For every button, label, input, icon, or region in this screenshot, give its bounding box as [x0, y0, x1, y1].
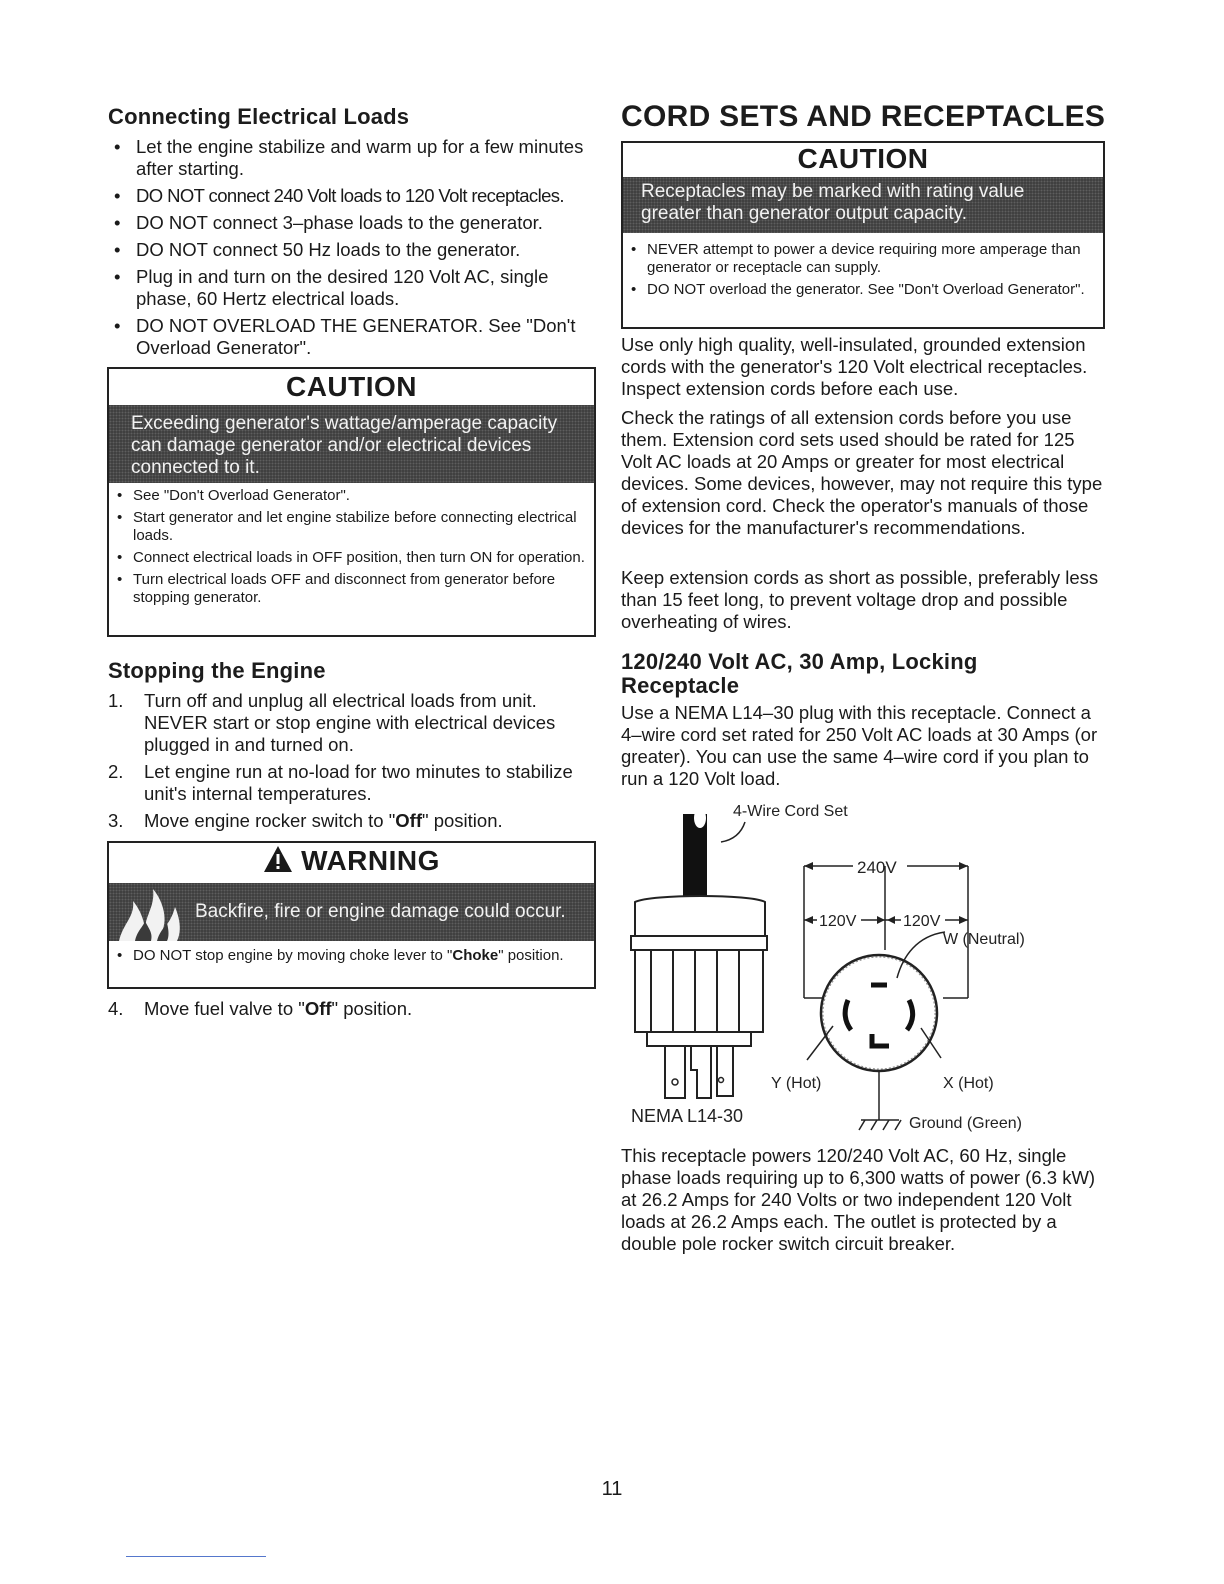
caution-title: CAUTION	[285, 371, 418, 402]
locking-receptacle-heading: 120/240 Volt AC, 30 Amp, Locking Receptacle	[621, 649, 978, 698]
warning-title: WARNING	[109, 843, 594, 883]
connecting-loads-heading: Connecting Electrical Loads	[108, 104, 410, 129]
warning-triangle-icon	[263, 845, 293, 873]
list-item: • Plug in and turn on the desired 120 Volt AC, single phase, 60 Hertz electrical loads.	[114, 266, 549, 309]
voltage-120-label: 120V	[903, 913, 941, 930]
caution-list	[109, 483, 594, 615]
cord-set-label: 4-Wire Cord Set	[733, 803, 848, 820]
voltage-120-label: 120V	[819, 913, 857, 930]
bullet-icon: •	[114, 315, 121, 336]
list-item: • Let the engine stabilize and warm up for a few minutes after starting.	[114, 136, 584, 179]
bullet-icon: •	[114, 239, 121, 260]
paragraph: Check the ratings of all extension cords before you use them. Extension cord sets used should be rated for 125 Volt AC loads at 20 Amps or greater for most electrical devices. Some devices, however, may not require this type of extension cord. Check the operator's manuals of those devices for the manufacturer's recommendations.	[621, 407, 1103, 538]
nema-l14-30-diagram	[621, 790, 1108, 1138]
caution-banner: Exceeding generator's wattage/amperage capacity can damage generator and/or electrical devices connected to it.	[109, 405, 594, 483]
list-item: • DO NOT overload the generator. See "Don't Overload Generator".	[631, 281, 1085, 298]
warning-box	[107, 841, 596, 989]
list-item: 2. Let engine run at no-load for two minutes to stabilize unit's internal temperatures.	[108, 761, 573, 804]
list-item: • DO NOT OVERLOAD THE GENERATOR. See "Don't Overload Generator".	[114, 315, 576, 358]
list-item: • Turn electrical loads OFF and disconnect from generator before stopping generator.	[117, 571, 556, 606]
bullet-icon: •	[114, 212, 121, 233]
list-item: • See "Don't Overload Generator".	[117, 487, 350, 504]
warning-banner: Backfire, fire or engine damage could occur.	[109, 883, 594, 941]
bullet-icon: •	[114, 266, 121, 287]
paragraph: This receptacle powers 120/240 Volt AC, 60 Hz, single phase loads requiring up to 6,300 watts of power (6.3 kW) at 26.2 Amps for 240 Volts or two independent 120 Volt loads at 26.2 Amps each. The outlet is protected by a double pole rocker switch circuit breaker.	[621, 1145, 1096, 1254]
list-item: • Connect electrical loads in OFF position, then turn ON for operation.	[117, 549, 585, 566]
page-number: 11	[601, 1478, 623, 1500]
connecting-loads-list	[108, 136, 596, 364]
stopping-step-4	[108, 998, 596, 1025]
caution-box-loads	[107, 367, 596, 637]
list-item: 3. Move engine rocker switch to "Off" position.	[108, 810, 503, 831]
list-item: • DO NOT connect 3–phase loads to the generator.	[114, 212, 543, 233]
bullet-icon: •	[114, 136, 121, 157]
paragraph: Use only high quality, well-insulated, grounded extension cords with the generator's 120 Volt electrical receptacles. Inspect extension cords before each use.	[621, 334, 1088, 399]
list-item: 4. Move fuel valve to "Off" position.	[108, 998, 413, 1019]
nema-label: NEMA L14-30	[631, 1106, 744, 1126]
caution-banner: Receptacles may be marked with rating value greater than generator output capacity.	[623, 177, 1103, 233]
bullet-icon: •	[114, 185, 120, 206]
caution-box-receptacles	[621, 141, 1105, 329]
stopping-engine-heading: Stopping the Engine	[108, 658, 326, 683]
plug-icon	[631, 896, 767, 1098]
list-item: 1. Turn off and unplug all electrical loads from unit. NEVER start or stop engine with electrical devices plugged in and turned on.	[108, 690, 556, 755]
voltage-240-label: 240V	[857, 858, 897, 877]
list-item: • DO NOT connect 50 Hz loads to the generator.	[114, 239, 521, 260]
caution-title: CAUTION	[797, 143, 929, 174]
list-item: • Start generator and let engine stabilize before connecting electrical loads.	[117, 509, 577, 544]
ground-icon	[859, 1120, 901, 1130]
ground-label: Ground (Green)	[909, 1115, 1022, 1132]
y-hot-label: Y (Hot)	[771, 1075, 822, 1092]
caution-list	[623, 233, 1103, 307]
list-item: • DO NOT connect 240 Volt loads to 120 Volt receptacles.	[114, 185, 564, 206]
cord-icon	[683, 814, 707, 906]
cord-sets-heading: CORD SETS AND RECEPTACLES	[621, 100, 1106, 133]
stopping-steps-list	[108, 690, 596, 837]
neutral-label: W (Neutral)	[943, 931, 1025, 948]
receptacle-icon	[821, 955, 937, 1071]
paragraph: Use a NEMA L14–30 plug with this receptacle. Connect a 4–wire cord set rated for 250 Volt AC loads at 30 Amps (or greater). You can use the same 4–wire cord if you plan to run a 120 Volt load.	[621, 702, 1098, 789]
list-item: • DO NOT stop engine by moving choke lever to "Choke" position.	[117, 947, 564, 964]
footer-rule	[126, 1556, 266, 1557]
list-item: • NEVER attempt to power a device requiring more amperage than generator or receptacle can supply.	[631, 241, 1081, 276]
x-hot-label: X (Hot)	[943, 1075, 994, 1092]
fire-icon	[115, 883, 187, 941]
paragraph: Keep extension cords as short as possible, preferably less than 15 feet long, to prevent voltage drop and possible overheating of wires.	[621, 567, 1099, 632]
warning-list	[109, 941, 594, 973]
